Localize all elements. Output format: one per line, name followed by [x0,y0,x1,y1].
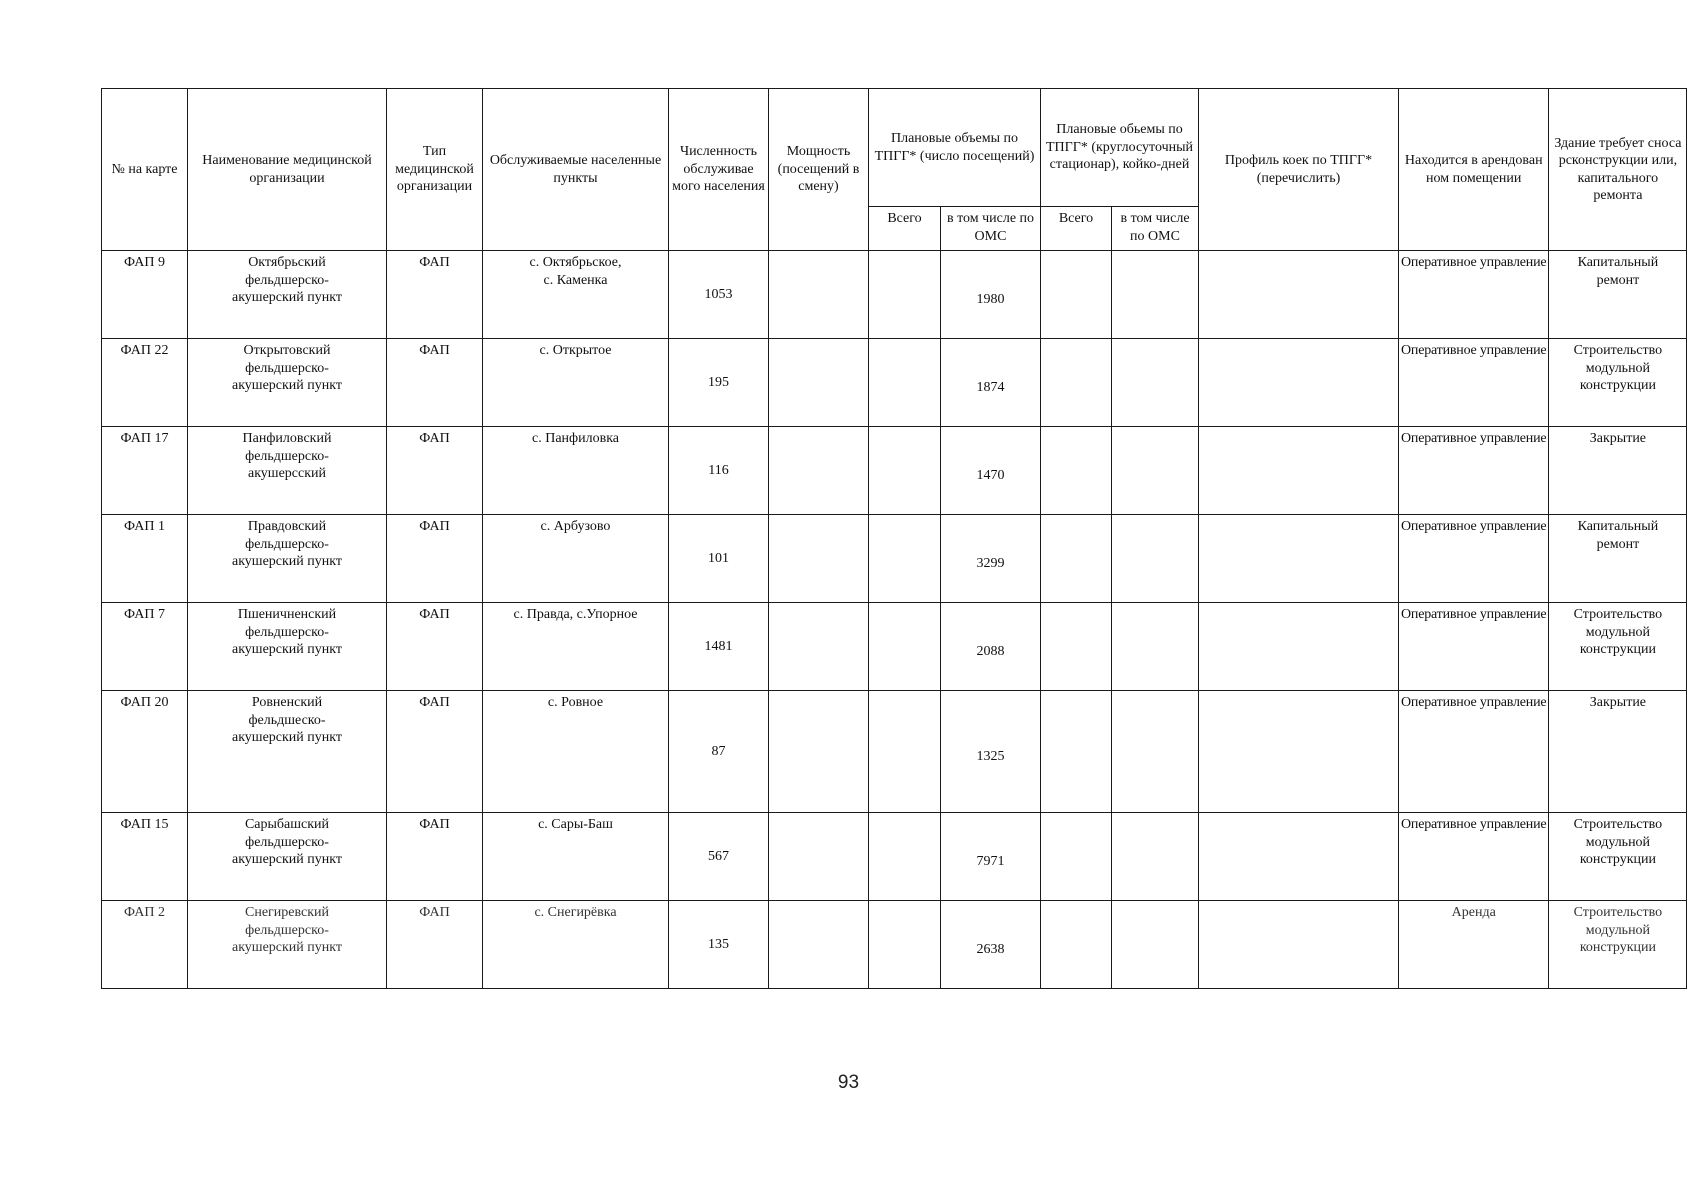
header-beds-total: Всего [1041,207,1112,251]
cell-beds-oms [1112,427,1199,515]
cell-bed-profile [1199,901,1399,989]
cell-building: Капитальный ремонт [1549,251,1687,339]
cell-org-type: ФАП [387,427,483,515]
cell-visits-total [869,691,941,813]
cell-premises: Оперативное управление [1399,603,1549,691]
cell-capacity [769,251,869,339]
cell-beds-total [1041,339,1112,427]
cell-capacity [769,901,869,989]
header-org-type: Тип медицинской организации [387,89,483,251]
header-rented-premises: Находится в арендован ном помещении [1399,89,1549,251]
header-building-state: Здание требует сноса рсконструкции или, капитального ремонта [1549,89,1687,251]
cell-visits-oms: 1470 [941,427,1041,515]
cell-settlements: с. Сары-Баш [483,813,669,901]
cell-population: 116 [669,427,769,515]
cell-visits-total [869,515,941,603]
cell-visits-oms: 1325 [941,691,1041,813]
facilities-table [101,88,1687,989]
cell-beds-oms [1112,515,1199,603]
cell-visits-total [869,427,941,515]
cell-org-name: Пшеничненский фельдшерско- акушерский пункт [188,603,387,691]
header-org-name: Наименование медицинской организации [188,89,387,251]
cell-map-no: ФАП 17 [102,427,188,515]
header-visits-group: Плановые объемы по ТПГГ* (число посещений) [869,89,1041,207]
cell-visits-oms: 2638 [941,901,1041,989]
cell-beds-total [1041,901,1112,989]
cell-org-name: Ровненский фельдшеско- акушерский пункт [188,691,387,813]
table-row [102,901,1687,989]
header-bed-profile: Профиль коек по ТПГГ* (перечислить) [1199,89,1399,251]
cell-capacity [769,603,869,691]
cell-org-type: ФАП [387,603,483,691]
cell-org-name: Панфиловский фельдшерско- акушерсский [188,427,387,515]
cell-org-name: Открытовский фельдшерско- акушерский пункт [188,339,387,427]
cell-premises: Оперативное управление [1399,813,1549,901]
cell-capacity [769,515,869,603]
cell-beds-oms [1112,339,1199,427]
cell-visits-oms: 1980 [941,251,1041,339]
cell-org-type: ФАП [387,901,483,989]
cell-map-no: ФАП 15 [102,813,188,901]
cell-map-no: ФАП 1 [102,515,188,603]
cell-settlements: с. Панфиловка [483,427,669,515]
cell-map-no: ФАП 7 [102,603,188,691]
cell-bed-profile [1199,691,1399,813]
table-row [102,427,1687,515]
cell-population: 567 [669,813,769,901]
cell-premises: Оперативное управление [1399,251,1549,339]
cell-building: Закрытие [1549,691,1687,813]
cell-bed-profile [1199,339,1399,427]
cell-visits-oms: 2088 [941,603,1041,691]
cell-visits-total [869,901,941,989]
cell-settlements: с. Арбузово [483,515,669,603]
cell-org-name: Октябрьский фельдшерско- акушерский пункт [188,251,387,339]
cell-building: Строительство модульной конструкции [1549,339,1687,427]
table-row [102,515,1687,603]
cell-org-type: ФАП [387,515,483,603]
cell-population: 195 [669,339,769,427]
cell-org-name: Сарыбашский фельдшерско- акушерский пункт [188,813,387,901]
cell-beds-oms [1112,901,1199,989]
cell-visits-oms: 3299 [941,515,1041,603]
cell-capacity [769,339,869,427]
cell-settlements: с. Открытое [483,339,669,427]
table-row [102,251,1687,339]
cell-map-no: ФАП 20 [102,691,188,813]
header-beds-oms: в том числе по ОМС [1112,207,1199,251]
cell-visits-oms: 1874 [941,339,1041,427]
cell-bed-profile [1199,813,1399,901]
cell-building: Капитальный ремонт [1549,515,1687,603]
cell-building: Строительство модульной конструкции [1549,901,1687,989]
header-visits-oms: в том числе по ОМС [941,207,1041,251]
cell-beds-total [1041,603,1112,691]
cell-beds-total [1041,813,1112,901]
cell-org-type: ФАП [387,691,483,813]
cell-visits-total [869,813,941,901]
cell-capacity [769,691,869,813]
cell-map-no: ФАП 2 [102,901,188,989]
cell-settlements: с. Снегирёвка [483,901,669,989]
cell-beds-total [1041,691,1112,813]
cell-bed-profile [1199,603,1399,691]
cell-capacity [769,813,869,901]
cell-beds-oms [1112,603,1199,691]
cell-beds-oms [1112,691,1199,813]
cell-population: 135 [669,901,769,989]
cell-org-name: Снегиревский фельдшерско- акушерский пункт [188,901,387,989]
header-beds-group: Плановые обьемы по ТПГГ* (круглосуточный стационар), койко-дней [1041,89,1199,207]
cell-beds-total [1041,427,1112,515]
cell-org-type: ФАП [387,813,483,901]
cell-bed-profile [1199,515,1399,603]
cell-org-type: ФАП [387,251,483,339]
cell-building: Строительство модульной конструкции [1549,813,1687,901]
cell-visits-total [869,339,941,427]
header-visits-total: Всего [869,207,941,251]
cell-premises: Оперативное управление [1399,515,1549,603]
cell-capacity [769,427,869,515]
header-capacity: Мощность (посещений в смену) [769,89,869,251]
cell-map-no: ФАП 9 [102,251,188,339]
table-row [102,813,1687,901]
cell-settlements: с. Ровное [483,691,669,813]
cell-bed-profile [1199,251,1399,339]
header-map-no: № на карте [102,89,188,251]
cell-population: 1053 [669,251,769,339]
cell-building: Закрытие [1549,427,1687,515]
cell-beds-oms [1112,813,1199,901]
cell-premises: Аренда [1399,901,1549,989]
cell-visits-total [869,603,941,691]
page-number: 93 [837,1072,860,1093]
cell-bed-profile [1199,427,1399,515]
cell-org-name: Правдовский фельдшерско- акушерский пункт [188,515,387,603]
cell-settlements: с. Октябрьское, с. Каменка [483,251,669,339]
cell-map-no: ФАП 22 [102,339,188,427]
table-row [102,339,1687,427]
cell-population: 87 [669,691,769,813]
cell-population: 1481 [669,603,769,691]
header-population: Численность обслуживае мого населения [669,89,769,251]
table-row [102,691,1687,813]
cell-org-type: ФАП [387,339,483,427]
cell-visits-oms: 7971 [941,813,1041,901]
cell-beds-total [1041,251,1112,339]
table-row [102,603,1687,691]
cell-beds-total [1041,515,1112,603]
cell-premises: Оперативное управление [1399,427,1549,515]
cell-settlements: с. Правда, с.Упорное [483,603,669,691]
header-settlements: Обслуживаемые населенные пункты [483,89,669,251]
cell-visits-total [869,251,941,339]
cell-population: 101 [669,515,769,603]
cell-premises: Оперативное управление [1399,691,1549,813]
cell-building: Строительство модульной конструкции [1549,603,1687,691]
cell-premises: Оперативное управление [1399,339,1549,427]
cell-beds-oms [1112,251,1199,339]
